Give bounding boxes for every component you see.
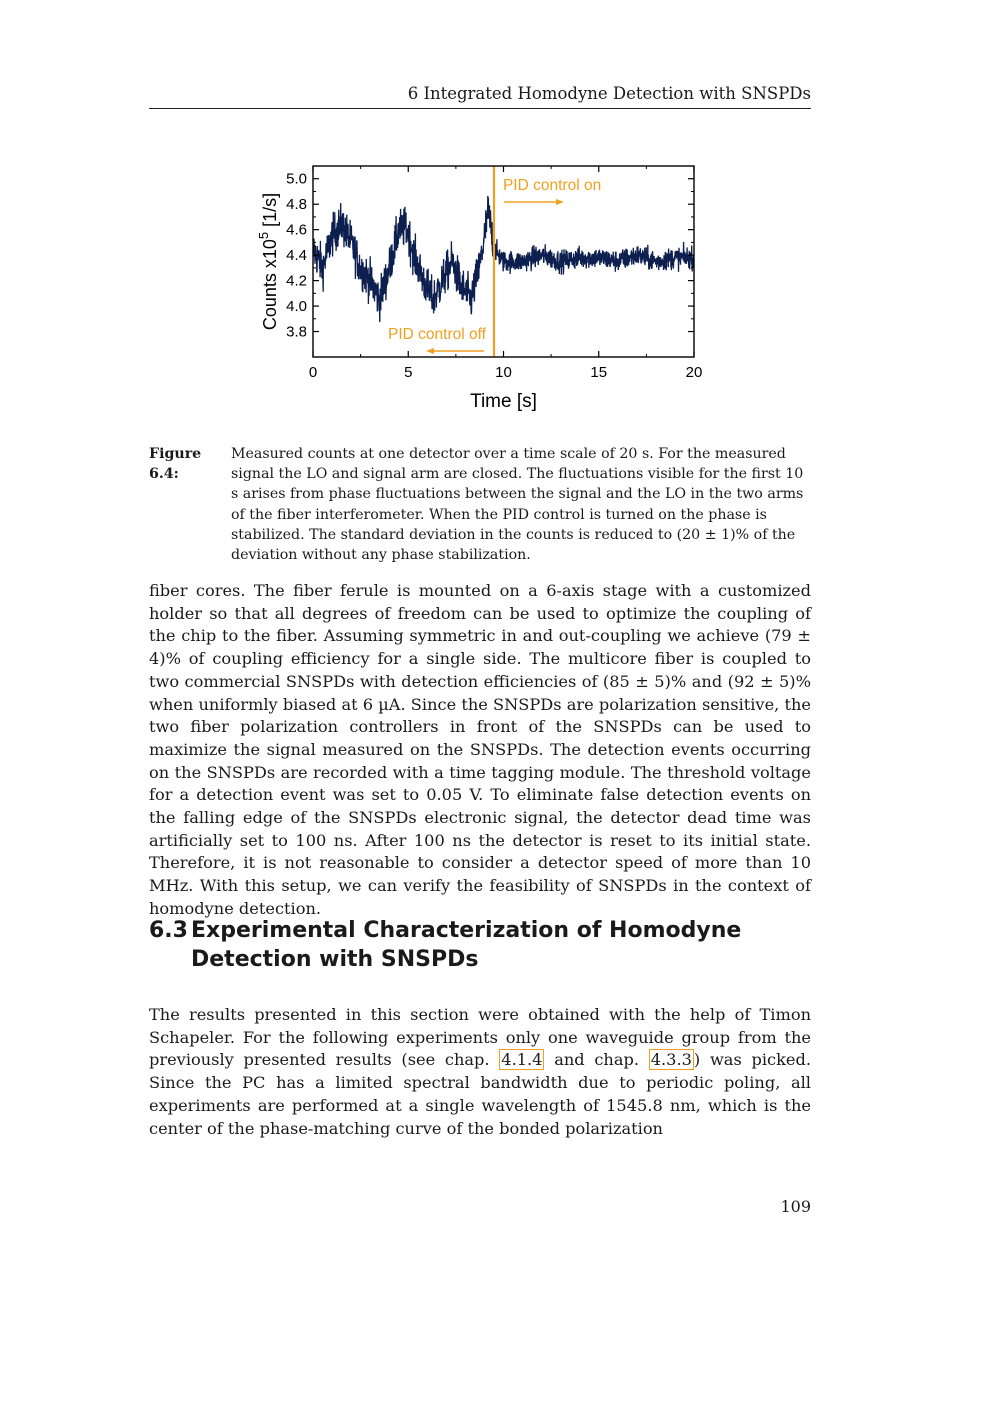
figure-caption-text: Measured counts at one detector over a time scale of 20 s. For the measured signal the LO and signal arm are closed. The fluctuations visible for the first 10 s arises from phase fluctuations between the signal and the LO in the two arms of the fiber interferometer. When the PID control is turned on the phase is stabilized. The standard deviation in the counts is reduced to (20 ± 1)% of the deviation without any phase stabilization. — [231, 446, 804, 564]
figure-label: Figure 6.4: — [149, 446, 202, 483]
x-tick-label: 10 — [495, 364, 512, 381]
signal-trace — [313, 196, 694, 322]
y-tick-label: 5.0 — [286, 170, 307, 188]
paragraph-2-part-a: The results presented in this section were obtained with the help of Timon Schapeler. For the following experiments only one waveguide group from the previously presented results (see chap. — [149, 1005, 811, 1070]
y-tick-label: 4.0 — [286, 298, 307, 316]
y-axis-label — [256, 193, 280, 330]
y-axis-label-main: Counts x10 — [260, 239, 280, 331]
running-head — [149, 84, 811, 109]
y-tick-label: 4.2 — [286, 272, 307, 290]
paragraph-2-part-b: and chap. — [544, 1050, 649, 1070]
y-axis-label-unit: [1/s] — [260, 192, 280, 232]
chapter-reference-4-1-4[interactable]: 4.1.4 — [501, 1050, 543, 1070]
y-tick-label: 4.8 — [286, 196, 307, 214]
y-axis-label-exponent: 5 — [256, 231, 271, 240]
running-head-title: 6 Integrated Homodyne Detection with SNSPDs — [407, 84, 811, 103]
x-axis-label: Time [s] — [470, 391, 537, 412]
y-tick-label: 4.4 — [286, 247, 307, 265]
y-tick-label: 4.6 — [286, 221, 307, 239]
y-tick-label: 3.8 — [286, 323, 307, 341]
x-tick-label: 20 — [685, 364, 703, 381]
section-title: Experimental Characterization of Homodyne Detection with SNSPDs — [191, 918, 742, 972]
pid-off-annotation: PID control off — [388, 326, 486, 343]
pid-on-arrowhead — [556, 199, 564, 205]
counts-vs-time-chart — [240, 150, 720, 420]
paragraph-2-part-c: ) was picked. Since the PC has a limited spectral bandwidth due to periodic poling, all experiments are performed at a single wavelength of 1545.8 nm, which is the center of the phase-matching curve of the bonded polarization — [149, 1050, 811, 1138]
pid-on-annotation: PID control on — [502, 177, 602, 194]
section-number: 6.3 — [149, 918, 188, 943]
pid-off-arrowhead — [426, 348, 434, 354]
signal-layer — [313, 196, 694, 322]
chapter-reference-4-3-3[interactable]: 4.3.3 — [650, 1050, 692, 1070]
figure-caption — [149, 444, 811, 565]
x-tick-label: 15 — [590, 364, 608, 381]
x-tick-label: 0 — [308, 364, 318, 381]
body-paragraph-2 — [149, 1004, 811, 1140]
figure-6-4 — [240, 150, 720, 424]
x-tick-label: 5 — [404, 364, 413, 381]
body-paragraph-1: fiber cores. The fiber ferule is mounted on a 6-axis stage with a customized holder so that all degrees of freedom can be used to optimize the coupling of the chip to the fiber. Assuming symmetric in and out-coupling we achieve (79 ± 4)% of coupling efficiency for a single side. The multicore fiber is coupled to two commercial SNSPDs with detection efficiencies of (85 ± 5)% and (92 ± 5)% when uniformly biased at 6 µA. Since the SNSPDs are polarization sensitive, the two fiber polarization controllers in front of the SNSPDs can be used to maximize the signal measured on the SNSPDs. The detection events occurring on the SNSPDs are recorded with a time tagging module. The threshold voltage for a detection event was set to 0.05 V. To eliminate false detection events on the falling edge of the SNSPDs electronic signal, the detector dead time was artificially set to 100 ns. After 100 ns the detector is reset to its initial state. Therefore, it is not reasonable to consider a detector speed of more than 10 MHz. With this setup, we can verify the feasibility of SNSPDs in the context of homodyne detection. — [149, 581, 811, 918]
section-heading — [149, 916, 829, 974]
page-number: 109 — [780, 1197, 811, 1216]
